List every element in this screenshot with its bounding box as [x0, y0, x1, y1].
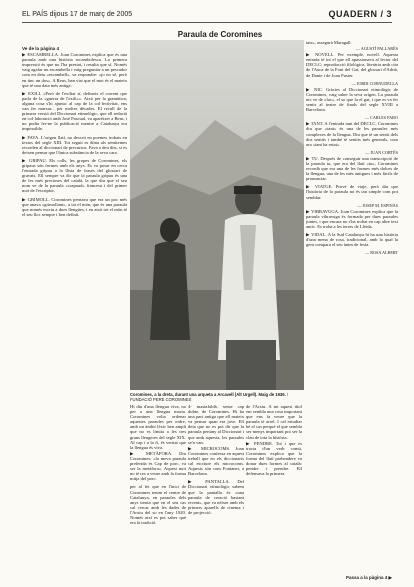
byline: — AGUSTÍ PALLARÈS: [355, 46, 398, 52]
article-photo: [130, 40, 304, 390]
header-section: QUADERN / 3: [328, 9, 392, 19]
lower-text: per al fet que en l'inici de Coromines tenim el centre de Catalunya, en paraules dels anys trenta que en el seu cas cal cercar amb les dades de l'Arxiu del so en l'any 1920. Només així es pot saber què era la tradició.: [130, 484, 186, 526]
entry-pantalla: ▶ PANTALLA. Del Diccionari etimològic sabem que la pantalla és «una paraula de creació bastant recent», que va néixer amb els primers aparells de cinema i de projecció.: [188, 479, 244, 515]
left-kicker: Ve de la pàgina 4: [22, 46, 60, 51]
lower-column-1: [130, 404, 186, 526]
right-column: [306, 40, 398, 576]
lower-column-2: [188, 404, 244, 518]
photo-caption: [130, 392, 304, 402]
lower-text: Hi diu d'una llengua viva, no per a una llengua morta. Coromines volia ordenar aquestes paraules per ordre, amb un àmbit lèxic ben ampli que no es limita a les tres grans lleugeres del segle XIX. Al cap i a la fi, és veritat que la llengua és viva.: [130, 404, 186, 450]
entry-novell: ▶ NOVELL. Per exemple, novell. Aquesta entrada té tot el que ell apassionava al lector del DECLC: reproducció filològica, literària amb cita de l'Auca de la Font del Gat, del glossari d'Adrià, de Dante i de Joan Fuster.: [306, 52, 398, 78]
lower-text: 4- mastafaldà, sense cap dubte, de Coromines. Hi ha una part antiga que ell mateix va pensar quan era jove. Ell deia que no es pot dir que la paraula pertany al Diccionari i que amb aquesta, les paraules se'n van.: [188, 404, 244, 445]
caption-credit: / FUNDACIÓ PERE COROMINES: [130, 392, 289, 402]
left-column: [22, 46, 127, 576]
entry-metafora: ▶ METÀFORA. Diu Coromines: «la meva paraula preferida és Cap de porc, va ser la metàfora». Aquest mot no té res a veure amb la forma mitja del porc.: [130, 450, 186, 482]
entry-tant: ▶ TANT. A l'entrada tant del DECLC, Coromines diu que «tant» és una de les paraules més complexes de la llengua. Diu que té un sentit dels dos sentits i també té sentits més generals, com ara «tant ha estat».: [306, 121, 398, 147]
entry-escambella: ▶ ESCAMBELLA. Joan Coromines explica que és una paraula amb una història rocambolesca. La primera impressió és que no l'ha prestat, i resulta que sí. Només vaig agafar un escambella i vaig preguntar a un pescador com en deia «escambell», va respondre: «jo no sé, però en tinc un dos». A Reus, han vist que el mot és el mateix que té una data més antiga.: [22, 52, 127, 88]
entry-pendre: ▶ PENDRE. Tot i que es tracta d'un verb comú, Coromines explica que la forma del llatí prehendere va donar dues formes al català: pendre i prendre. Ell defensava la primera.: [246, 440, 302, 477]
lower-column-3: [246, 404, 302, 479]
lower-text: de l'Arxiu. A mi aquest títol em sembla una cosa important que ens fa veure que la paraula té arrel. I cal estudiar bé el cas perquè el que sembla ser menys important pot ser la clau de tota la història.: [246, 404, 302, 440]
entry-vibravuga: ▶ VIBRAVUGA. Joan Coromines explica que la paraula vibravuga és formada per dues paraules juntes, i que encara no s'ha trobat en cap altre text antic. Es troba a les terres de Lleida.: [306, 208, 398, 229]
byline: — CARLES FARO: [364, 115, 398, 121]
byline: — JOSEP M. ESPINÀS: [357, 202, 398, 208]
page-header: [22, 6, 392, 23]
byline: — JUAN CORTÉS: [365, 149, 398, 155]
entry-microcoms: ▶ MICROCOMS. Joan Coromines confessa en aquest treball que en els diccionaris cal escriure els microcoms. Aquests són com Fontaner, a Barcelona.: [188, 445, 244, 477]
byline: — JORDI CORNUDELLA: [351, 80, 398, 86]
entry-fava: ▶ FAVA. L'origen llatí, no descrit en poemes trobats en textos del segle XIII. Tot seguit es dóna als semitemes recorden al diccionari de precursos. Fava a deu dits, si es deixen pensar que l'única substància de la seva cara.: [22, 134, 127, 155]
entry-viatge: ▶ VIATGE. Prové de viaje, però diu que l'història de la paraula no és tan simple com pot semblar.: [306, 184, 398, 200]
entry-tu: ▶ TU. Després de conseguir una transcripció de la paraula tu, que era del llatí «tu», Coromines recordà que era una de les formes més dolces de la llengua, una de les més antigues i més fàcils de pronunciar.: [306, 155, 398, 182]
entry-vidal: ▶ VIDAL. A la Sud Catalunya hi ha una història d'una mena de rosa, tradicional, amb la qual la gent compara el seu ànim de festa.: [306, 232, 398, 248]
article-title: Paraula de Coromines: [177, 30, 263, 39]
caption-text: Coromines, a la dreta, durant una arqueta a Arcavell (Alt Urgell). Maig de 1936.: [130, 392, 286, 397]
photo-illustration: [130, 40, 304, 390]
entry-nic: ▶ NIC. Gràcies al Diccionari etimològic de Coromines, vaig saber la seva origen. La paraula nic ve de «fac», el so que fa el gat, i que es va fer sentir al teatre de finals del segle XVIII a Barcelona.: [306, 86, 398, 113]
entry-gripau: ▶ GRIPAU. Els colls, les gropes de Coromines, els gripaus són formes amb els anys. Es va posar en cerca l'entrada gripau a la llista de frases del glossari de gravats. Ell sempre va dir que la paraula gripau és una de les més precioses del català, la que diu que el seu nom ve de la paraula «crapaud» francesa i del primer mot de l'escriptor.: [22, 157, 127, 194]
continuation-link[interactable]: Passa a la pàgina 4 ▶: [346, 575, 392, 580]
entry-exili: ▶ EXILI. «Però de l'exiliat sí, defineix el corrent que parla de la «guerra de l'exili»». Això per la gramàtica; alguna cosa s'hi ajunta: al cap de la col·lectivitat, ens van fer marxar... per moltes dècades. El recull de la primera versió del Diccionari etimològic, que ell redactà en col·laboració amb José Pascual, va aparèixer a Bern, i no podia fer-ne la publicació mentre a Catalunya era impossible.: [22, 90, 127, 132]
header-date: EL PAÍS dijous 17 de març de 2005: [22, 11, 133, 18]
lower-columns: [130, 404, 304, 582]
right-text: tats», assegurà Maragall.: [306, 40, 352, 45]
entry-grimoll: ▶ GRIMOLL. Coromines pensava que era un poc més que anava «grimollant», a tot el món, que és una paraula que només escriu a dues llengües, i en això tot el món té el seu lloc sempre i ben definit.: [22, 196, 127, 217]
byline: — ROSA ALBERT: [364, 250, 398, 256]
